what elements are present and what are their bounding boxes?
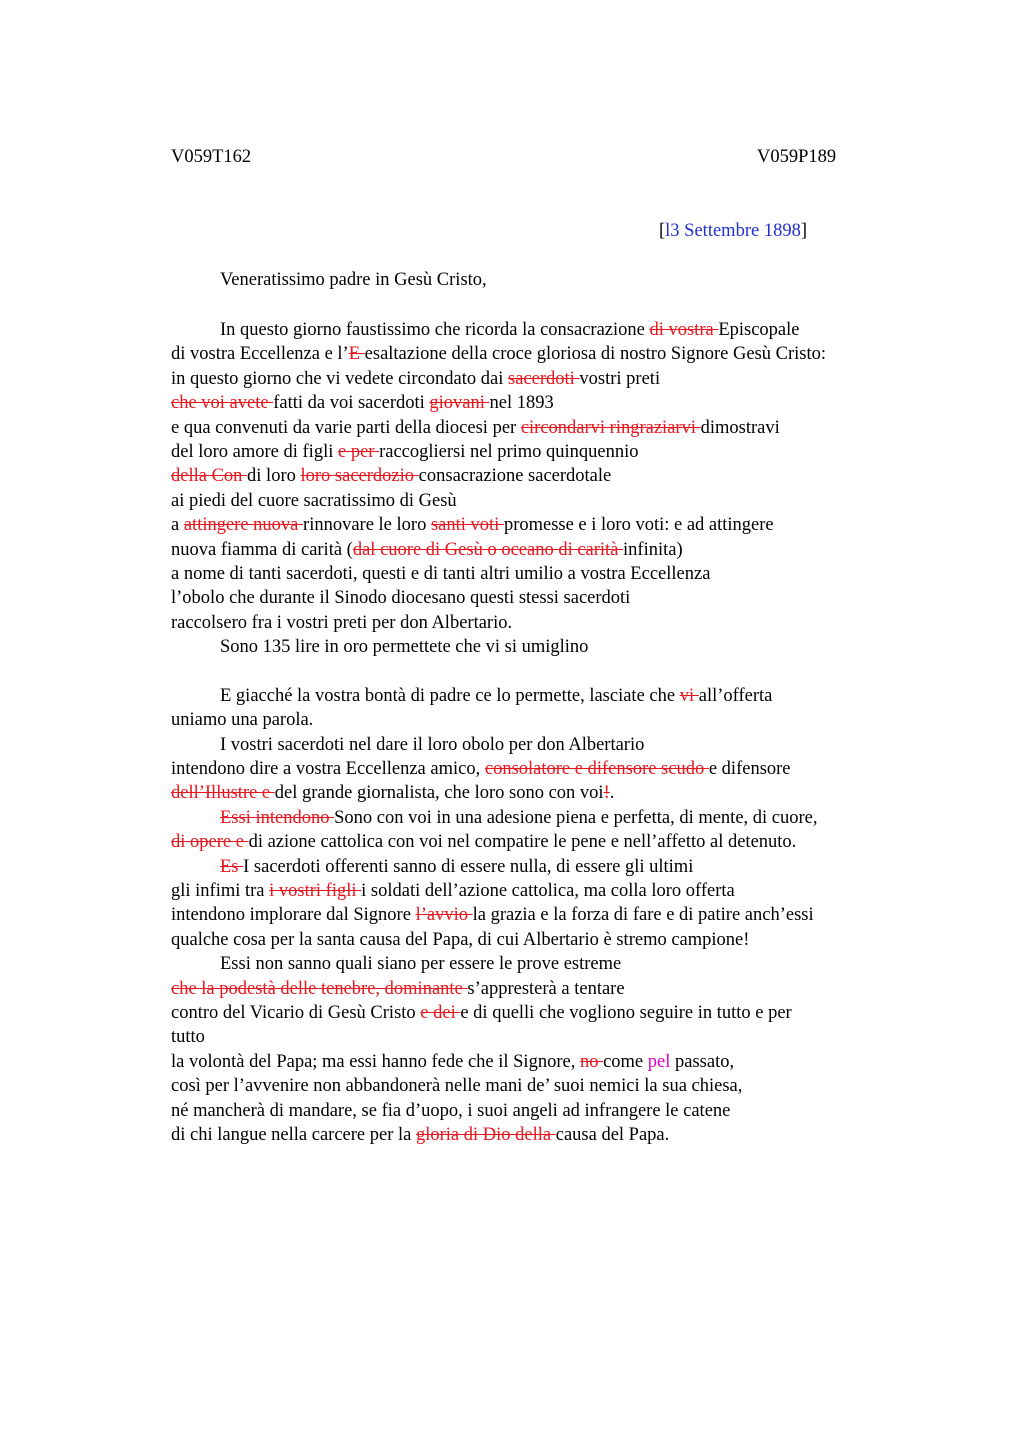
text-line [171, 391, 951, 415]
line-text: rinnovare le loro [303, 515, 431, 536]
line-text: di chi langue nella carcere per la [171, 1124, 416, 1145]
header-right-code: V059P189 [757, 147, 837, 167]
text-line [171, 440, 951, 464]
line-text: I vostri sacerdoti nel dare il loro obolo per don Albertario [220, 734, 645, 755]
letter-date [659, 221, 807, 242]
deleted-text: santi voti [430, 515, 504, 536]
text-line [171, 635, 951, 659]
text-line [171, 1123, 951, 1147]
line-text: in questo giorno che vi vedete circondato dai [171, 368, 509, 389]
line-text: Sono 135 lire in oro permettete che vi si umiglino [220, 637, 589, 658]
deleted-text: di vostra [649, 320, 719, 340]
line-text: fatti da voi sacerdoti [273, 393, 430, 414]
text-line [171, 928, 951, 952]
line-text: I sacerdoti offerenti sanno di essere nulla, di essere gli ultimi [243, 856, 694, 877]
line-text: nel 1893 [489, 393, 554, 414]
text-line [171, 464, 951, 488]
line-text: vostri preti [579, 368, 661, 389]
text-line [171, 977, 951, 1001]
line-text: e difensore [708, 759, 791, 780]
text-line [171, 513, 951, 537]
line-text: la grazia e la forza di fare e di patire anch’essi [472, 905, 814, 926]
blank-line [171, 659, 951, 683]
line-text: s’appresterà a tentare [467, 978, 625, 999]
deleted-text: e per [337, 441, 380, 462]
text-line [171, 830, 951, 854]
deleted-text: loro sacerdozio [300, 466, 419, 487]
text-line [171, 562, 951, 586]
line-text: In questo giorno faustissimo che ricorda la consacrazione [220, 320, 650, 340]
deleted-text: E [348, 344, 365, 365]
line-text: di azione cattolica con voi nel compatire le pene e nell’affetto al detenuto. [248, 832, 797, 853]
text-line [171, 879, 951, 903]
line-text: e qua convenuti da varie parti della diocesi per [171, 417, 521, 438]
deleted-text: gloria di Dio della [415, 1124, 556, 1145]
text-line [171, 855, 951, 879]
line-text: ai piedi del cuore sacratissimo di Gesù [171, 490, 457, 511]
line-text: Episcopale [718, 320, 800, 340]
line-text: e di quelli che vogliono seguire in tutto e per [460, 1002, 792, 1023]
deleted-text: di opere e [171, 832, 249, 853]
deleted-text: dal cuore di Gesù o oceano di carità [352, 539, 624, 560]
letter-body [171, 318, 951, 1147]
deleted-text: che voi avete [171, 393, 274, 414]
line-text: E giacché la vostra bontà di padre ce lo permette, lasciate che [220, 685, 680, 706]
deleted-text: giovani [429, 393, 490, 414]
line-text: consacrazione sacerdotale [418, 466, 612, 487]
text-line [171, 318, 951, 342]
line-text: all’offerta [698, 685, 773, 706]
line-text: così per l’avvenire non abbandonerà nelle mani de’ suoi nemici la sua chiesa, [171, 1076, 743, 1097]
line-text: a [171, 515, 184, 536]
deleted-text: i vostri figli [269, 880, 362, 901]
date-text: l3 Settembre 1898 [665, 221, 801, 241]
text-line [171, 684, 951, 708]
line-text: di vostra Eccellenza e l’ [171, 344, 349, 365]
text-line [171, 903, 951, 927]
deleted-text: dell’Illustre e [171, 783, 275, 804]
deleted-text: no [579, 1051, 604, 1072]
line-text: promesse e i loro voti: e ad attingere [503, 515, 774, 536]
text-line [171, 757, 951, 781]
salutation: Veneratissimo padre in Gesù Cristo, [220, 270, 487, 290]
text-line [171, 1001, 951, 1025]
date-close-bracket: ] [800, 221, 807, 241]
line-text: qualche cosa per la santa causa del Papa, di cui Albertario è stremo campione! [171, 929, 750, 950]
line-text: né mancherà di mandare, se fia d’uopo, i suoi angeli ad infrangere le catene [171, 1100, 731, 1121]
text-line [171, 733, 951, 757]
text-line [171, 952, 951, 976]
line-text: Sono con voi in una adesione piena e perfetta, di mente, di cuore, [334, 807, 818, 828]
line-text: di loro [247, 466, 301, 487]
deleted-text: Es [220, 856, 244, 877]
inserted-text: pel [647, 1051, 671, 1072]
deleted-text: della Con [171, 466, 248, 487]
line-text: intendono implorare dal Signore [171, 905, 416, 926]
line-text: del grande giornalista, che loro sono con voi [274, 783, 604, 804]
deleted-text: ! [603, 783, 610, 804]
line-text: causa del Papa. [555, 1124, 670, 1145]
text-line [171, 342, 951, 366]
line-text: del loro amore di figli [171, 441, 338, 462]
line-text: contro del Vicario di Gesù Cristo [171, 1002, 421, 1023]
text-line [171, 806, 951, 830]
line-text: uniamo una parola. [171, 710, 314, 731]
deleted-text: vi [679, 685, 699, 706]
line-text: la volontà del Papa; ma essi hanno fede che il Signore, [171, 1051, 580, 1072]
text-line [171, 1074, 951, 1098]
text-line [171, 1025, 951, 1049]
text-line [171, 489, 951, 513]
deleted-text: attingere nuova [183, 515, 304, 536]
line-text: passato, [670, 1051, 735, 1072]
text-line [171, 538, 951, 562]
text-line [171, 1099, 951, 1123]
line-text: l’obolo che durante il Sinodo diocesano questi stessi sacerdoti [171, 588, 631, 609]
deleted-text: consolatore e difensore scudo [484, 759, 709, 780]
line-text: gli infimi tra [171, 880, 270, 901]
deleted-text: l’avvio [415, 905, 473, 926]
line-text: nuova fiamma di carità ( [171, 539, 353, 560]
deleted-text: Essi intendono [220, 807, 335, 828]
line-text: raccogliersi nel primo quinquennio [379, 441, 639, 462]
line-text: i soldati dell’azione cattolica, ma colla loro offerta [361, 880, 735, 901]
text-line [171, 416, 951, 440]
text-line [171, 586, 951, 610]
header-left-code: V059T162 [171, 147, 252, 167]
line-text: intendono dire a vostra Eccellenza amico, [171, 759, 485, 780]
line-text: tutto [171, 1027, 205, 1048]
line-text: raccolsero fra i vostri preti per don Albertario. [171, 612, 513, 633]
text-line [171, 708, 951, 732]
line-text: dimostravi [700, 417, 780, 438]
line-text: Essi non sanno quali siano per essere le prove estreme [220, 954, 622, 975]
deleted-text: che la podestà delle tenebre, dominante [171, 978, 468, 999]
text-line [171, 1050, 951, 1074]
line-text: . [609, 783, 615, 804]
deleted-text: e dei [420, 1002, 461, 1023]
deleted-text: circondarvi ringraziarvi [520, 417, 701, 438]
text-line [171, 611, 951, 635]
line-text: esaltazione della croce gloriosa di nostro Signore Gesù Cristo: [364, 344, 827, 365]
deleted-text: sacerdoti [508, 368, 580, 389]
line-text: infinita) [623, 539, 683, 560]
line-text: a nome di tanti sacerdoti, questi e di tanti altri umilio a vostra Eccellenza [171, 563, 711, 584]
text-line [171, 367, 951, 391]
line-text: come [603, 1051, 648, 1072]
date-open-bracket: [ [659, 221, 666, 241]
text-line [171, 781, 951, 805]
